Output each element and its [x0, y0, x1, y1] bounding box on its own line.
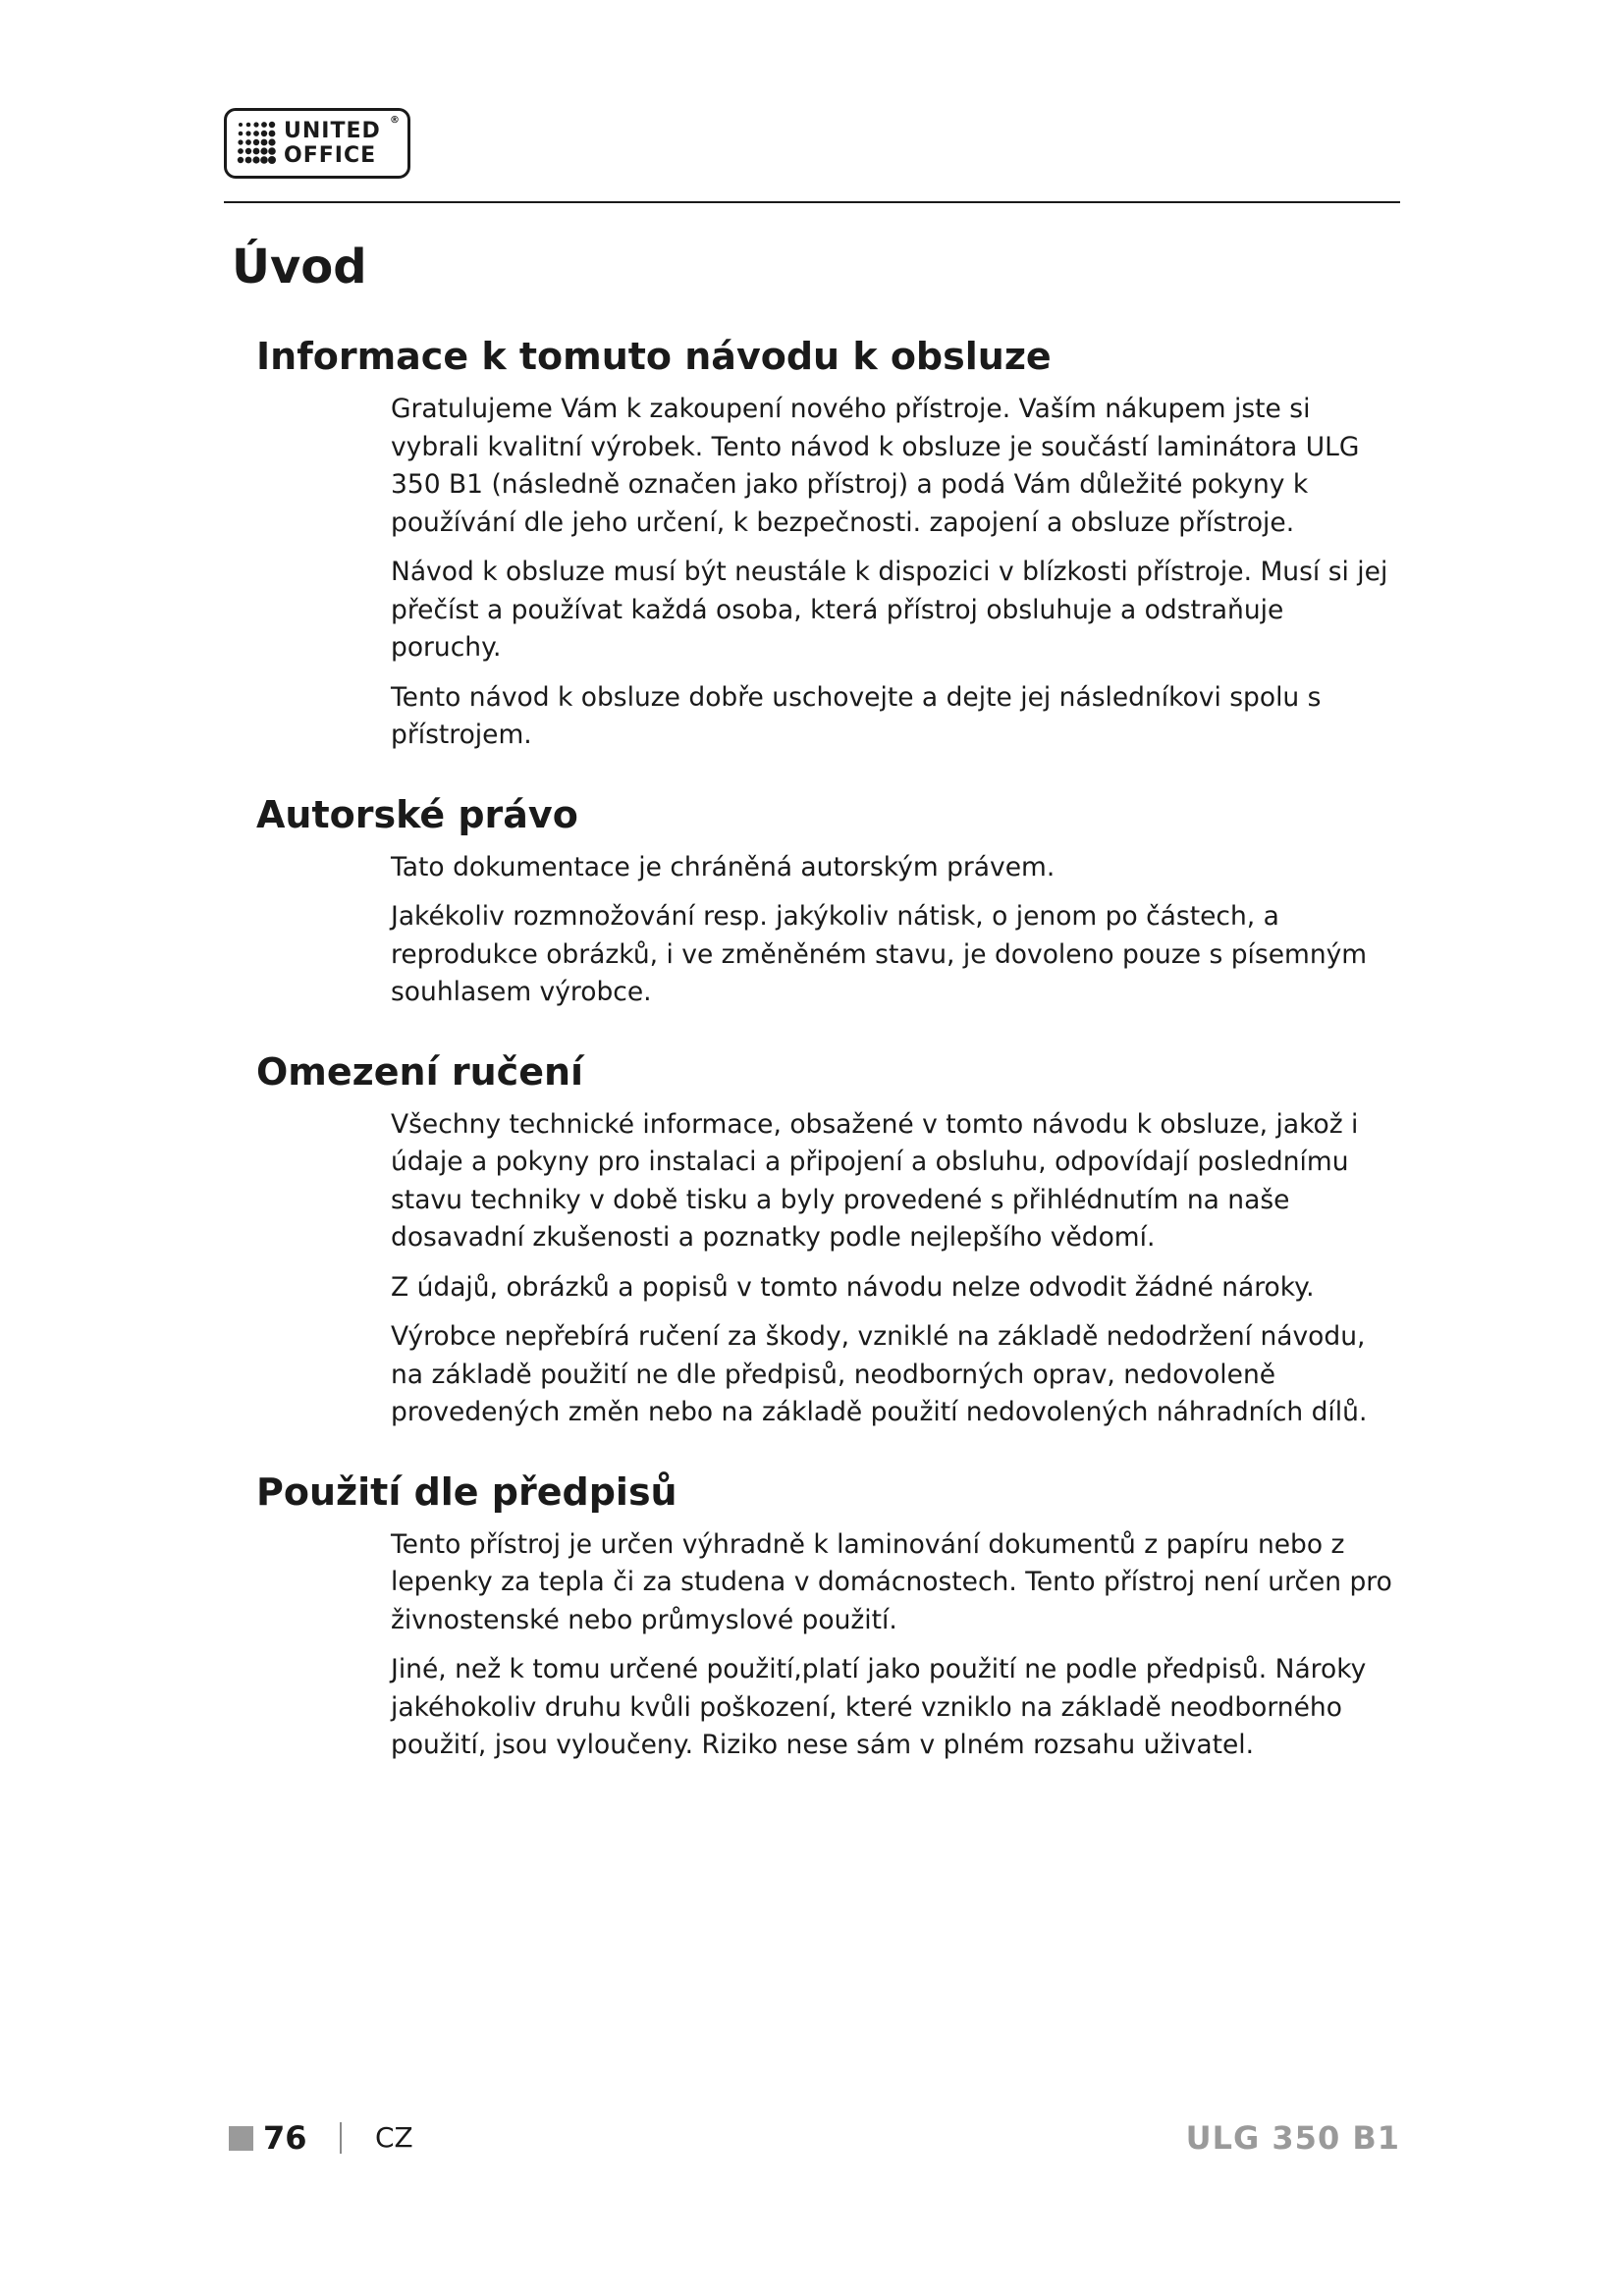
logo-line-1: UNITED	[284, 119, 381, 143]
section-paragraph: Výrobce nepřebírá ručení za škody, vzniklé na základě nedodržení návodu, na základě použití ne dle předpisů, neodborných oprav, nedovoleně provedených změn nebo na základě použití nedovolených náhradních dílů.	[391, 1321, 1368, 1427]
model-name: ULG 350 B1	[1185, 2119, 1400, 2157]
section-manual-info	[224, 334, 1402, 755]
page-number: 76	[263, 2119, 307, 2157]
section-paragraph: Z údajů, obrázků a popisů v tomto návodu nelze odvodit žádné nároky.	[391, 1271, 1315, 1303]
logo-wordmark	[284, 119, 381, 168]
section-paragraph: Všechny technické informace, obsažené v tomto návodu k obsluze, jakož i údaje a pokyny pro instalaci a připojení a obsluhu, odpovídají poslednímu stavu techniky v době tisku a byly provedené s přihlédnutím na naše dosavadní zkušenosti a poznatky podle nejlepšího vědomí.	[391, 1108, 1359, 1253]
footer-square-icon	[229, 2126, 253, 2151]
brand-logo	[224, 108, 410, 179]
page-title: Úvod	[232, 240, 367, 294]
logo-line-2: OFFICE	[284, 143, 377, 168]
logo-dot-grid-icon	[235, 120, 278, 167]
section-paragraph: Jiné, než k tomu určené použití,platí jako použití ne podle předpisů. Nároky jakéhokoliv druhu kvůli poškození, které vzniklo na základě neodborného použití, jsou vyloučeny. Riziko nese sám v plném rozsahu uživatel.	[391, 1654, 1367, 1760]
logo-registered-mark: ®	[390, 115, 400, 126]
section-heading: Použití dle předpisů	[256, 1469, 677, 1514]
page-content	[224, 240, 1402, 1765]
footer-divider	[340, 2122, 342, 2154]
section-copyright	[224, 792, 1402, 1012]
section-liability	[224, 1049, 1402, 1432]
language-code: CZ	[375, 2121, 413, 2154]
section-paragraph: Tato dokumentace je chráněná autorským právem.	[391, 851, 1056, 882]
section-paragraph: Návod k obsluze musí být neustále k dispozici v blízkosti přístroje. Musí si jej přečíst a používat každá osoba, která přístroj obsluhuje a odstraňuje poruchy.	[391, 557, 1388, 663]
section-paragraph: Tento návod k obsluze dobře uschovejte a dejte jej následníkovi spolu s přístrojem.	[391, 681, 1322, 750]
section-paragraph: Gratulujeme Vám k zakoupení nového přístroje. Vaším nákupem jste si vybrali kvalitní výrobek. Tento návod k obsluze je součástí laminátora ULG 350 B1 (následně označen jako přístroj) a podá Vám důležité pokyny k používání dle jeho určení, k bezpečnosti. zapojení a obsluze přístroje.	[391, 394, 1360, 538]
header-rule	[224, 201, 1400, 203]
section-heading: Omezení ručení	[256, 1049, 584, 1094]
page-footer	[0, 2118, 1624, 2158]
section-intended-use	[224, 1469, 1402, 1765]
section-heading: Informace k tomuto návodu k obsluze	[256, 335, 1052, 378]
section-paragraph: Jakékoliv rozmnožování resp. jakýkoliv nátisk, o jenom po částech, a reprodukce obrázků, i ve změněném stavu, je dovoleno pouze s písemným souhlasem výrobce.	[391, 901, 1368, 1007]
section-heading: Autorské právo	[256, 792, 578, 836]
section-paragraph: Tento přístroj je určen výhradně k laminování dokumentů z papíru nebo z lepenky za tepla či za studena v domácnostech. Tento přístroj není určen pro živnostenské nebo průmyslové použití.	[391, 1528, 1392, 1635]
